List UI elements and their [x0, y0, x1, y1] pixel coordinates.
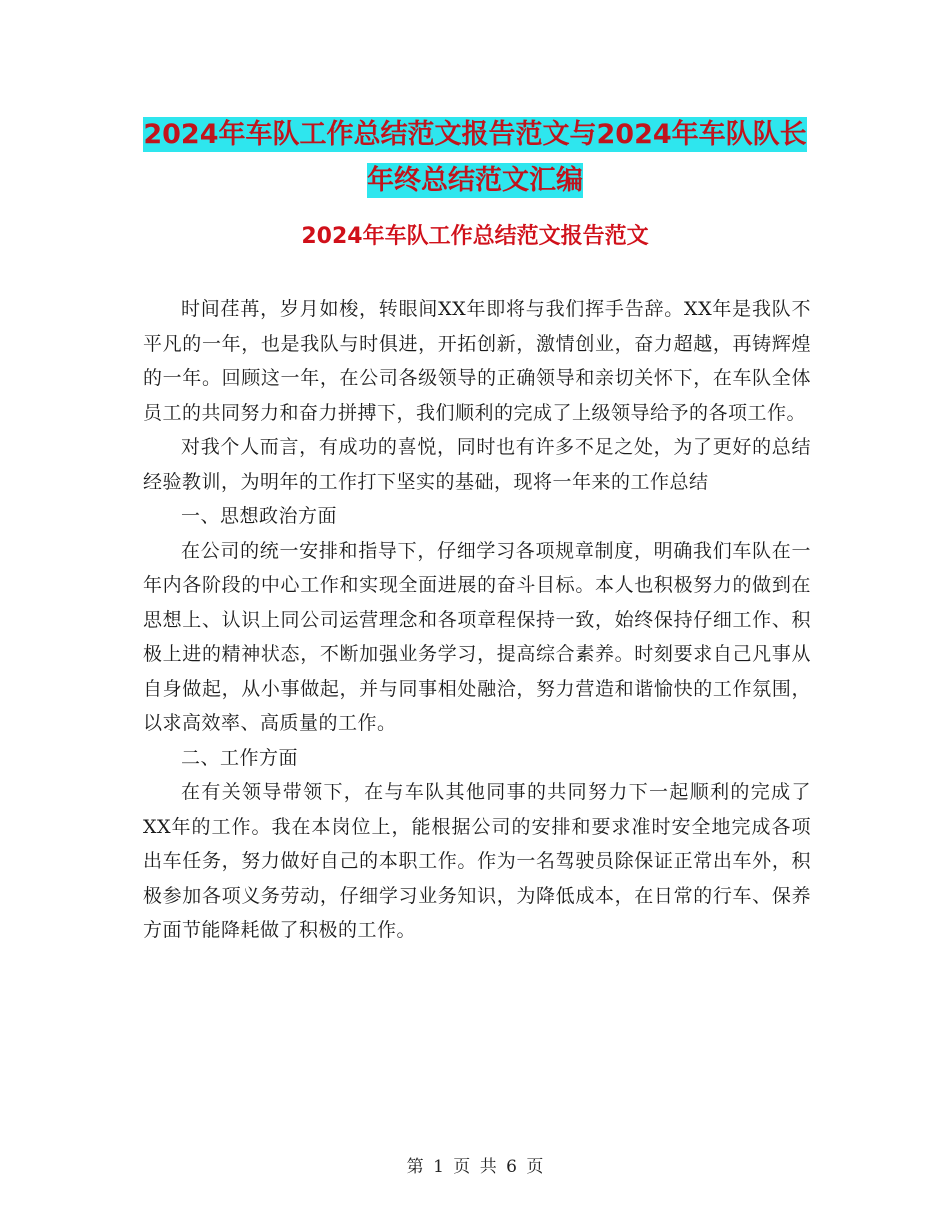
paragraph-work: 在有关领导带领下，在与车队其他同事的共同努力下一起顺利的完成了XX年的工作。我在本岗位上，能根据公司的安排和要求准时安全地完成各项出车任务，努力做好自己的本职工作。作为一名驾驶员除保证正常出车外，积极参加各项义务劳动，仔细学习业务知识，为降低成本，在日常的行车、保养方面节能降耗做了积极的工作。 — [143, 781, 811, 941]
main-title-line-2: 年终总结范文汇编 — [367, 165, 583, 196]
paragraph-intro: 时间荏苒，岁月如梭，转眼间XX年即将与我们挥手告辞。XX年是我队不平凡的一年，也是我队与时俱进，开拓创新，激情创业，奋力超越，再铸辉煌的一年。回顾这一年，在公司各级领导的正确领导和亲切关怀下，在车队全体员工的共同努力和奋力拼搏下，我们顺利的完成了上级领导给予的各项工作。 — [143, 298, 811, 424]
heading-work: 二、工作方面 — [181, 746, 299, 769]
main-title — [0, 112, 950, 204]
body-text — [143, 292, 811, 948]
section-title: 2024年车队工作总结范文报告范文 — [301, 224, 649, 249]
main-title-line-1: 2024年车队工作总结范文报告范文与2024年车队队长 — [143, 119, 807, 150]
page-footer: 第 1 页 共 6 页 — [406, 1157, 544, 1177]
paragraph-political: 在公司的统一安排和指导下，仔细学习各项规章制度，明确我们车队在一年内各阶段的中心工作和实现全面进展的奋斗目标。本人也积极努力的做到在思想上、认识上同公司运营理念和各项章程保持一致，始终保持仔细工作、积极上进的精神状态，不断加强业务学习，提高综合素养。时刻要求自己凡事从自身做起，从小事做起，并与同事相处融洽，努力营造和谐愉快的工作氛围，以求高效率、高质量的工作。 — [143, 539, 811, 734]
paragraph-personal: 对我个人而言，有成功的喜悦，同时也有许多不足之处，为了更好的总结经验教训，为明年的工作打下坚实的基础，现将一年来的工作总结 — [143, 436, 811, 493]
heading-political: 一、思想政治方面 — [181, 505, 338, 527]
